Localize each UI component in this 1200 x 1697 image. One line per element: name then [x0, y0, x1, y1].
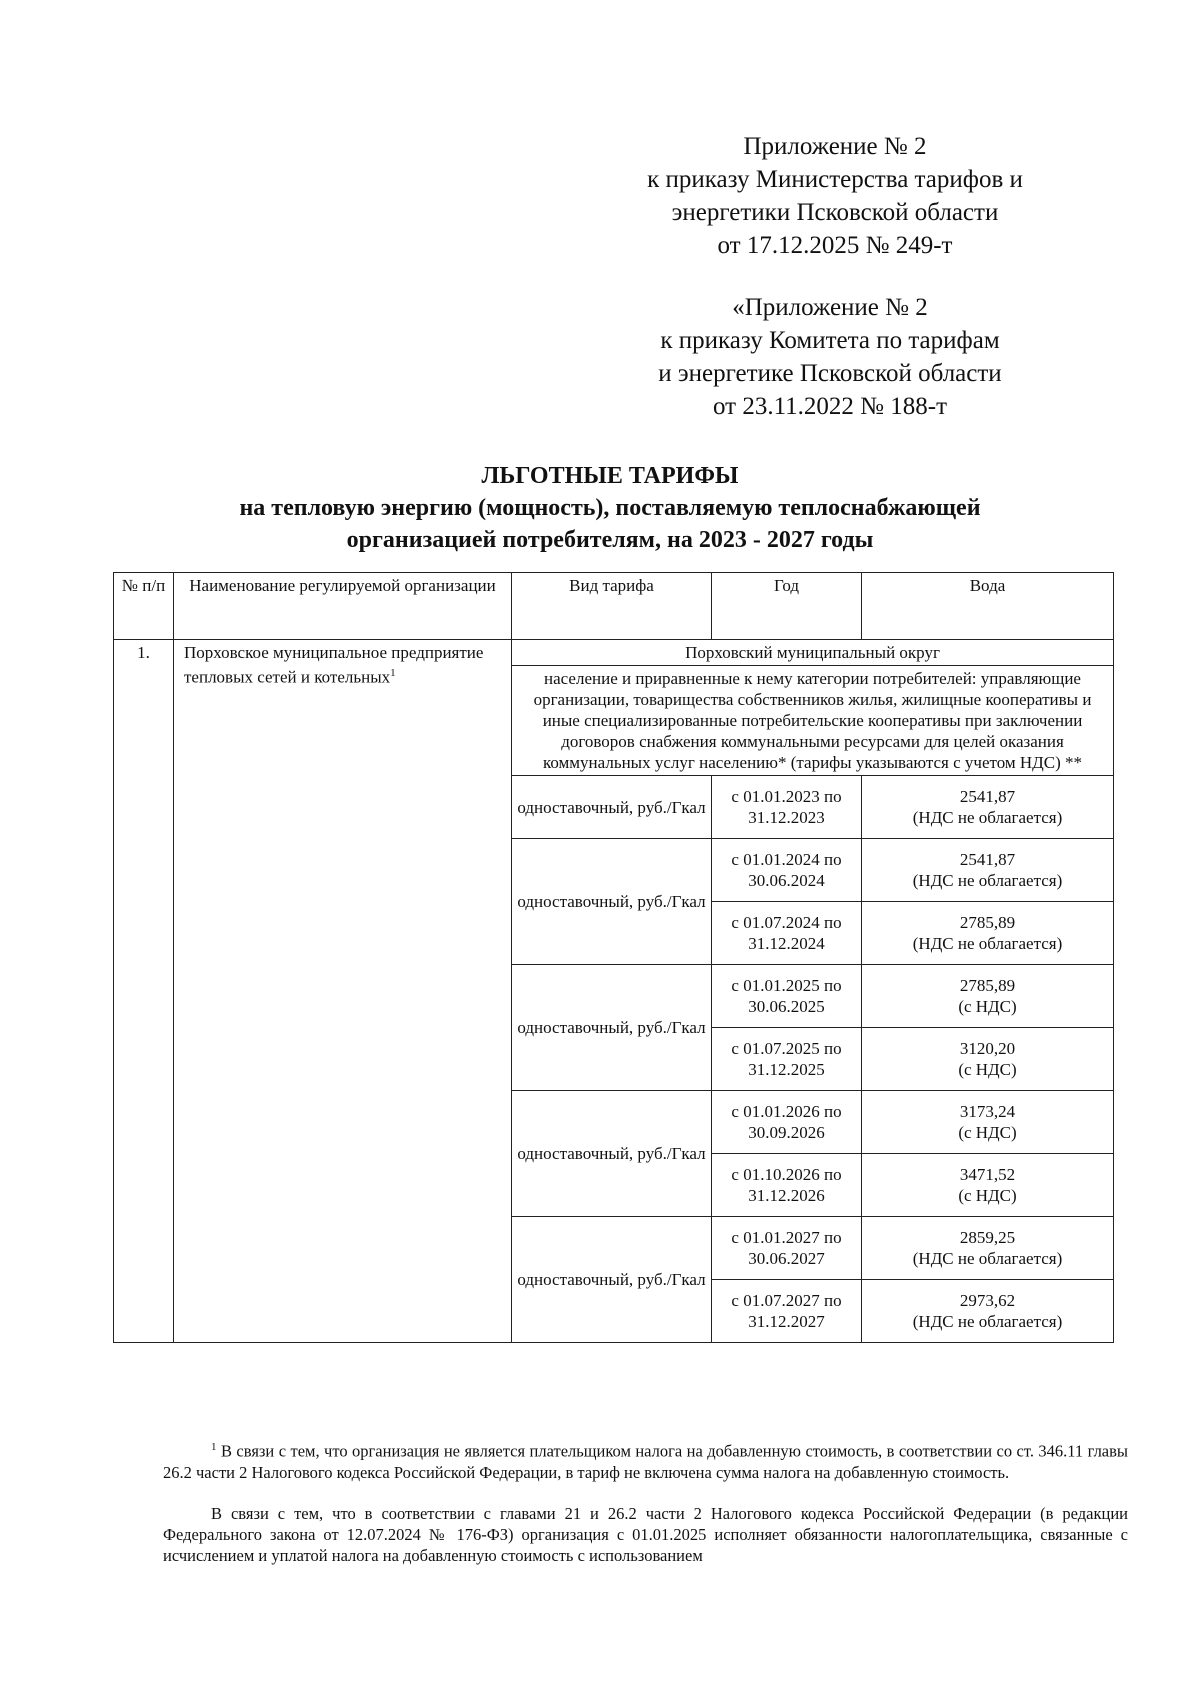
appendix-line: «Приложение № 2 [732, 294, 928, 321]
vat-note: (НДС не облагается) [912, 871, 1063, 890]
appendix-line: и энергетике Псковской области [658, 360, 1002, 387]
appendix-line: от 23.11.2022 № 188-т [712, 393, 948, 420]
tariff-value-cell [862, 902, 1114, 965]
tariff-value: 2541,87 [959, 787, 1016, 806]
tariff-value: 3471,52 [959, 1165, 1016, 1184]
vat-note: (НДС не облагается) [912, 808, 1063, 827]
tariff-value-cell [862, 839, 1114, 902]
appendix-new-block [600, 130, 1070, 262]
vat-note: (с НДС) [958, 1060, 1017, 1079]
consumer-category: население и приравненные к нему категории потребителей: управляющие организации, товарищества собственников жилья, жилищные кооперативы и иные специализированные потребительские кооперативы при заключении договоров снабжения коммунальными ресурсами для целей оказания коммунальных услуг населению* (тарифы указываются с учетом НДС) ** [512, 666, 1114, 776]
appendix-line: от 17.12.2025 № 249-т [717, 232, 953, 259]
vat-note: (НДС не облагается) [912, 1249, 1063, 1268]
tariff-table [113, 572, 1114, 1343]
org-footnote-mark: 1 [390, 667, 396, 679]
tariff-value: 2973,62 [959, 1291, 1016, 1310]
tariff-value: 2859,25 [959, 1228, 1016, 1247]
footnote-1 [163, 1437, 1128, 1483]
header-year: Год [712, 573, 862, 640]
appendix-line: к приказу Министерства тарифов и [647, 166, 1023, 193]
header-water: Вода [862, 573, 1114, 640]
row-number: 1. [114, 640, 174, 1343]
tariff-value: 2541,87 [959, 850, 1016, 869]
tariff-type-cell: одноставочный, руб./Гкал [512, 776, 712, 839]
district-name: Порховский муниципальный округ [512, 640, 1114, 666]
tariff-value: 2785,89 [959, 976, 1016, 995]
period-cell: с 01.10.2026 по 31.12.2026 [712, 1154, 862, 1217]
period-cell: с 01.01.2026 по 30.09.2026 [712, 1091, 862, 1154]
tariff-type-cell: одноставочный, руб./Гкал [512, 1217, 712, 1343]
appendix-line: энергетики Псковской области [671, 199, 999, 226]
appendix-line: к приказу Комитета по тарифам [660, 327, 1000, 354]
appendix-old-block [620, 291, 1040, 423]
vat-note: (НДС не облагается) [912, 934, 1063, 953]
appendix-line: Приложение № 2 [743, 133, 927, 160]
period-cell: с 01.07.2027 по 31.12.2027 [712, 1280, 862, 1343]
footnote-2 [163, 1503, 1128, 1566]
period-cell: с 01.07.2025 по 31.12.2025 [712, 1028, 862, 1091]
vat-note: (НДС не облагается) [912, 1312, 1063, 1331]
vat-note: (с НДС) [958, 997, 1017, 1016]
tariff-value-cell [862, 1154, 1114, 1217]
district-row [114, 640, 1114, 666]
tariff-type-cell: одноставочный, руб./Гкал [512, 1091, 712, 1217]
footnote-1-text: В связи с тем, что организация не является плательщиком налога на добавленную стоимость, в соответствии со ст. 346.11 главы 26.2 части 2 Налогового кодекса Российской Федерации, в тариф не включена сумма налога на добавленную стоимость. [163, 1441, 1129, 1482]
period-cell: с 01.01.2027 по 30.06.2027 [712, 1217, 862, 1280]
table-header-row [114, 573, 1114, 640]
tariff-value: 3173,24 [959, 1102, 1016, 1121]
org-name: Порховское муниципальное предприятие тепловых сетей и котельных [184, 643, 484, 687]
tariff-type-cell: одноставочный, руб./Гкал [512, 965, 712, 1091]
tariff-value-cell [862, 1028, 1114, 1091]
header-num: № п/п [114, 573, 174, 640]
title-line-2: на тепловую энергию (мощность), поставляемую теплоснабжающей [239, 495, 981, 521]
header-org: Наименование регулируемой организации [174, 573, 512, 640]
period-cell: с 01.01.2024 по 30.06.2024 [712, 839, 862, 902]
title-line-1: ЛЬГОТНЫЕ ТАРИФЫ [481, 463, 739, 489]
tariff-value-cell [862, 776, 1114, 839]
period-cell: с 01.07.2024 по 31.12.2024 [712, 902, 862, 965]
header-type: Вид тарифа [512, 573, 712, 640]
footnote-1-mark: 1 [211, 1441, 217, 1453]
tariff-type-cell: одноставочный, руб./Гкал [512, 839, 712, 965]
title-line-3: организацией потребителям, на 2023 - 2027 годы [346, 527, 874, 553]
vat-note: (с НДС) [958, 1123, 1017, 1142]
tariff-value-cell [862, 965, 1114, 1028]
period-cell: с 01.01.2023 по 31.12.2023 [712, 776, 862, 839]
tariff-value-cell [862, 1217, 1114, 1280]
period-cell: с 01.01.2025 по 30.06.2025 [712, 965, 862, 1028]
document-title [150, 460, 1070, 556]
org-name-cell [174, 640, 512, 1343]
footnote-2-text: В связи с тем, что в соответствии с главами 21 и 26.2 части 2 Налогового кодекса Российской Федерации (в редакции Федерального закона от 12.07.2024 № 176-ФЗ) организация с 01.01.2025 исполняет обязанности налогоплательщика, связанные с исчислением и уплатой налога на добавленную стоимость с использованием [163, 1504, 1128, 1565]
tariff-value: 2785,89 [959, 913, 1016, 932]
tariff-value-cell [862, 1091, 1114, 1154]
vat-note: (с НДС) [958, 1186, 1017, 1205]
tariff-value-cell [862, 1280, 1114, 1343]
tariff-value: 3120,20 [959, 1039, 1016, 1058]
